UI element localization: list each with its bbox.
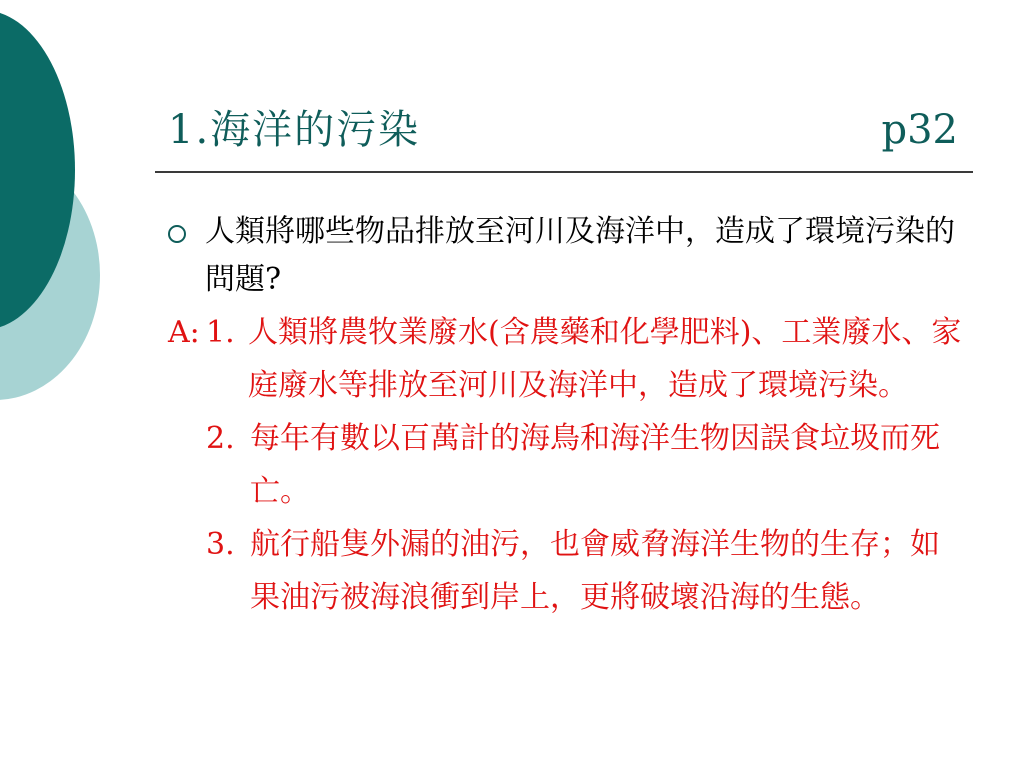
answer-item-text: 航行船隻外漏的油污，也會威脅海洋生物的生存；如果油污被海浪衝到岸上，更將破壞沿海的生態。	[250, 527, 940, 615]
answer-item-number: 2.	[206, 421, 235, 456]
answer-item-1	[168, 306, 968, 412]
slide-content	[168, 208, 968, 624]
slide-title: 1.海洋的污染	[168, 107, 421, 153]
answer-item-text: 每年有數以百萬計的海鳥和海洋生物因誤食垃圾而死亡。	[250, 421, 940, 509]
answer-item-text: 人類將農牧業廢水(含農藥和化學肥料)、工業廢水、家庭廢水等排放至河川及海洋中，造成了環境污染。	[248, 315, 962, 403]
answer-item-2	[168, 412, 968, 518]
title-divider	[155, 171, 973, 173]
answer-item-number: 1.	[206, 315, 235, 350]
question-bullet	[168, 208, 968, 304]
hollow-circle-bullet-icon	[168, 225, 186, 243]
answer-prefix: A:	[168, 315, 200, 350]
answer-item-3	[168, 518, 968, 624]
page-reference: p32	[881, 107, 958, 153]
answer-block	[168, 306, 968, 624]
question-text: 人類將哪些物品排放至河川及海洋中，造成了環境污染的問題?	[205, 214, 955, 297]
answer-item-number: 3.	[206, 527, 235, 562]
